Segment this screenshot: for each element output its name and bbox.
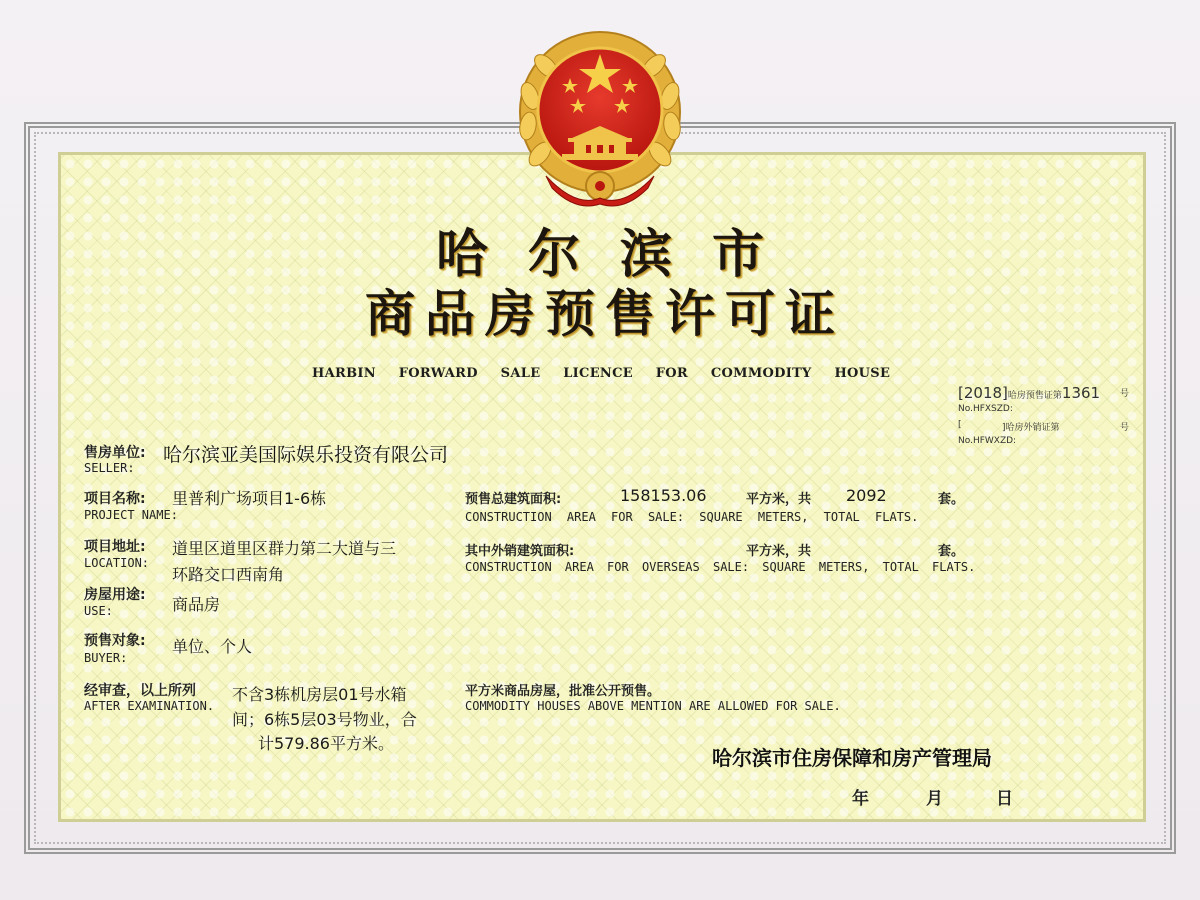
construction-area-unit: 平方米，共 [746, 492, 812, 507]
national-emblem-icon [516, 26, 684, 212]
license-year: [2018] [958, 384, 1008, 402]
title-license: 商品房预售许可证 [365, 284, 845, 343]
project-label-en: PROJECT NAME: [84, 508, 178, 522]
use-value: 商品房 [172, 595, 221, 614]
overseas-bracket: [ [958, 420, 962, 430]
exam-label-en: AFTER EXAMINATION. [84, 699, 215, 713]
approval-en: COMMODITY HOUSES ABOVE MENTION ARE ALLOWED FOR SALE. [465, 699, 841, 713]
date-year: 年 [852, 789, 869, 809]
overseas-area-label: 其中外销建筑面积: [465, 544, 575, 559]
buyer-label-en: BUYER: [84, 651, 128, 665]
license-number-en: No.HFXSZD: [958, 404, 1013, 414]
construction-area-label: 预售总建筑面积: [465, 492, 562, 507]
use-label-en: USE: [84, 604, 113, 618]
license-suffix: 号 [1120, 389, 1130, 399]
overseas-flats-unit: 套。 [938, 544, 965, 559]
title-city: 哈尔滨市 [435, 224, 804, 285]
exam-value-line1: 不含3栋机房层01号水箱 [232, 685, 407, 704]
seller-label-en: SELLER: [84, 461, 135, 475]
location-value-line1: 道里区道里区群力第二大道与三 [172, 539, 397, 558]
overseas-prefix: ]哈房外销证第 [1002, 423, 1060, 433]
location-label-en: LOCATION: [84, 556, 150, 570]
license-number-value: 1361 [1061, 384, 1101, 402]
overseas-area-en: CONSTRUCTION AREA FOR OVERSEAS SALE: SQUARE METERS, TOTAL FLATS. [465, 560, 976, 574]
exam-label: 经审查，以上所列 [84, 683, 196, 699]
date-month: 月 [926, 789, 943, 809]
seller-value: 哈尔滨亚美国际娱乐投资有限公司 [163, 444, 449, 466]
overseas-number-en: No.HFWXZD: [958, 436, 1017, 446]
location-label: 项目地址: [84, 539, 146, 555]
date-day: 日 [996, 789, 1013, 809]
project-label: 项目名称: [84, 491, 146, 507]
project-value: 里普利广场项目1-6栋 [172, 489, 327, 508]
license-number [958, 384, 1100, 402]
construction-flats-value: 2092 [846, 486, 887, 505]
issuer-name: 哈尔滨市住房保障和房产管理局 [712, 746, 992, 770]
location-value-line2: 环路交口西南角 [172, 565, 285, 584]
overseas-suffix: 号 [1120, 423, 1130, 433]
exam-value-line3: 计579.86平方米。 [258, 734, 394, 753]
use-label: 房屋用途: [84, 587, 146, 603]
subtitle-english: HARBIN FORWARD SALE LICENCE FOR COMMODITY HOUSE [312, 366, 891, 381]
exam-value-line2: 间；6栋5层03号物业，合 [232, 710, 417, 729]
overseas-area-unit: 平方米，共 [746, 544, 812, 559]
seller-label: 售房单位: [84, 445, 146, 461]
license-prefix: 哈房预售证第 [1007, 391, 1062, 401]
construction-area-value: 158153.06 [620, 486, 707, 505]
construction-flats-unit: 套。 [938, 492, 965, 507]
approval-text: 平方米商品房屋，批准公开预售。 [465, 684, 661, 699]
buyer-value: 单位、个人 [172, 637, 253, 656]
buyer-label: 预售对象: [84, 633, 146, 649]
construction-area-en: CONSTRUCTION AREA FOR SALE: SQUARE METERS, TOTAL FLATS. [465, 510, 919, 524]
